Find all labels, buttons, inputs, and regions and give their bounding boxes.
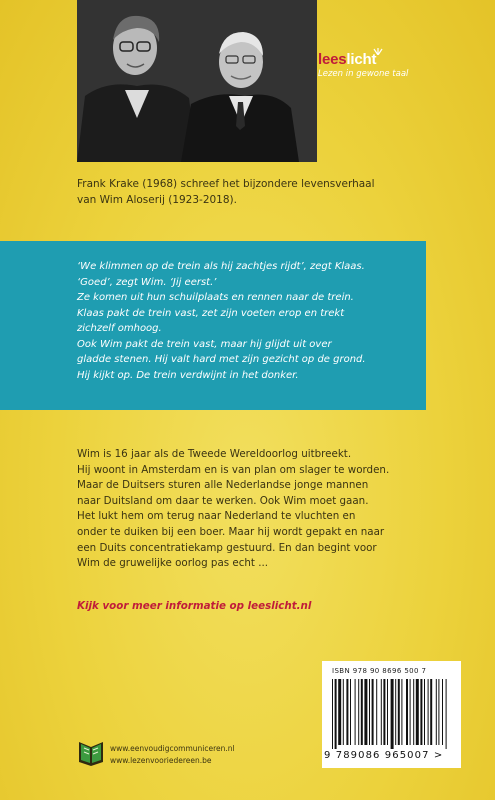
barcode-bar [391, 679, 394, 749]
light-rays-icon [373, 43, 383, 50]
publisher-logo [318, 52, 478, 79]
barcode-bar [436, 679, 437, 745]
barcode-bar [358, 679, 359, 745]
barcode-bar [350, 679, 351, 745]
barcode-bar [416, 679, 419, 745]
story-blurb: Wim is 16 jaar als de Tweede Wereldoorlog uitbreekt. Hij woont in Amsterdam en is van plan om slager te worden. Maar de Duitsers sturen alle Nederlandse jonge mannen naar Duitsland om daar te werken. Ook Wim moet gaan. Het lukt hem om terug naar Nederland te vluchten en onder te duiken bij een boer. Maar hij wordt gepakt en naar een Duits concentratiekamp gestuurd. En dan begint voor Wim de gruwelijke oorlog pas echt ... [77, 448, 390, 570]
barcode-panel [322, 661, 461, 768]
barcode-bar [413, 679, 414, 745]
excerpt-quote: ‘We klimmen op de trein als hij zachtjes rijdt’, zegt Klaas. ‘Goed’, zegt Wim. ‘Jij eerst.’ Ze komen uit hun schuilplaats en rennen naar de trein. Klaas pakt de trein vast, zet zijn voeten erop en trekt zichzelf omhoog. Ook Wim pakt de trein vast, maar hij glijdt uit over gladde stenen. Hij valt hard met zijn gezicht op de grond. Hij kijkt op. De trein verdwijnt in het donker. [77, 261, 366, 381]
more-info-link[interactable]: Kijk voor meer informatie op leeslicht.nl [77, 600, 312, 612]
barcode-bar [364, 679, 367, 745]
barcode-bar [376, 679, 377, 745]
logo-wordmark: leeslicht [318, 52, 478, 68]
barcode-bar [420, 679, 422, 745]
website-list [110, 743, 235, 767]
barcode-bar [332, 679, 333, 749]
ean-digits: 9 789086 965007 > [324, 750, 444, 761]
logo-tagline: Lezen in gewone taal [318, 69, 409, 79]
barcode-bar [446, 679, 447, 749]
barcode-bar [343, 679, 344, 745]
barcode-bar [438, 679, 439, 745]
barcode-bar [398, 679, 400, 745]
barcode-bar [381, 679, 382, 745]
barcode-bar [395, 679, 396, 745]
barcode-bar [383, 679, 385, 745]
barcode-bar [406, 679, 408, 745]
isbn-label: ISBN 978 90 8696 500 7 [332, 667, 427, 675]
barcode-bar [335, 679, 337, 749]
barcode-bars [328, 679, 455, 749]
barcode-bar [387, 679, 388, 745]
barcode-bar [369, 679, 370, 745]
barcode-bar [338, 679, 341, 745]
barcode-bar [410, 679, 411, 745]
author-photo [77, 0, 317, 162]
website-link[interactable]: www.eenvoudigcommuniceren.nl [110, 744, 235, 753]
website-link[interactable]: www.lezenvooriedereen.be [110, 756, 212, 765]
barcode-bar [428, 679, 429, 745]
barcode-bar [372, 679, 374, 745]
barcode-bar [442, 679, 443, 745]
author-credit: Frank Krake (1968) schreef het bijzondere levensverhaal van Wim Aloserij (1923-2018). [77, 178, 375, 206]
barcode-bar [430, 679, 432, 745]
barcode-bar [361, 679, 363, 745]
open-book-icon [77, 736, 105, 770]
barcode-bar [346, 679, 348, 745]
barcode-bar [424, 679, 425, 745]
barcode-bar [355, 679, 356, 745]
barcode-bar [401, 679, 402, 745]
